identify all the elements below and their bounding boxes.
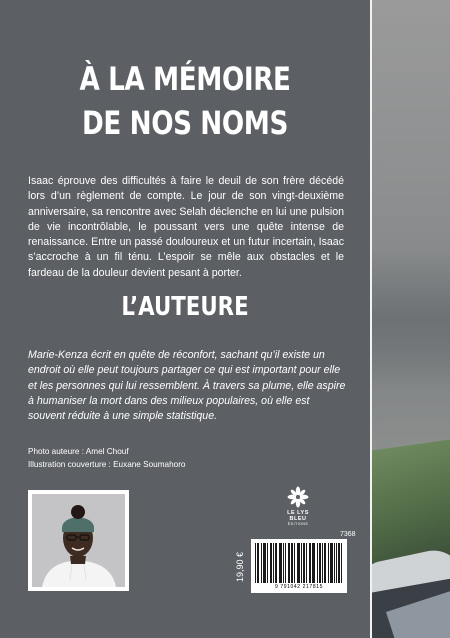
illustration-haze <box>372 250 450 390</box>
publisher-logo <box>278 486 318 526</box>
lys-flower-icon <box>287 486 309 508</box>
author-photo-frame <box>28 490 129 591</box>
front-cover-illustration-edge <box>372 0 450 638</box>
synopsis-text: Isaac éprouve des difficultés à faire le deuil de son frère décédé lors d’un règlement de compte. Le jour de son vingt-deuxième anniversaire, sa rencontre avec Selah déclenche en lui une pulsion de vie incontrôlable, le poussant vers une quête intense de renaissance. Entre un passé douloureux et un futur incertain, Isaac s’accroche à un fil ténu. L’espoir se mêle aux obstacles et le fardeau de la douleur devient pesant à porter. <box>28 175 344 279</box>
book-title-line-2: DE NOS NOMS <box>82 104 288 142</box>
publisher-name: LE LYS BLEU <box>287 510 309 522</box>
isbn-barcode <box>251 539 347 593</box>
spine-divider <box>370 0 372 638</box>
author-bio-text: Marie-Kenza écrit en quête de réconfort, sachant qu’il existe un endroit où elle peut toujours partager ce qui est important pour elle et les personnes qui lui ressemblent. À travers sa plume, elle aspire à humaniser la mort dans des milieux populaires, où elle est souvent réduite à une simple statistique. <box>28 349 346 423</box>
price-label <box>233 542 247 592</box>
publisher-subtitle: ÉDITIONS <box>287 522 309 526</box>
book-title-line-1: À LA MÉMOIRE <box>79 60 291 98</box>
price-text: 19,90 € <box>235 551 245 583</box>
author-heading: L’AUTEURE <box>121 292 249 322</box>
barcode-icon <box>255 543 343 583</box>
photo-credit: Photo auteure : Amel Chouf <box>28 447 129 456</box>
author-photo <box>32 494 125 587</box>
isbn-number: 9 791042 217815 <box>275 584 323 590</box>
product-code: 7368 <box>340 531 356 538</box>
illustration-credit: Illustration couverture : Euxane Soumahoro <box>28 460 186 469</box>
author-portrait-icon <box>32 494 125 587</box>
